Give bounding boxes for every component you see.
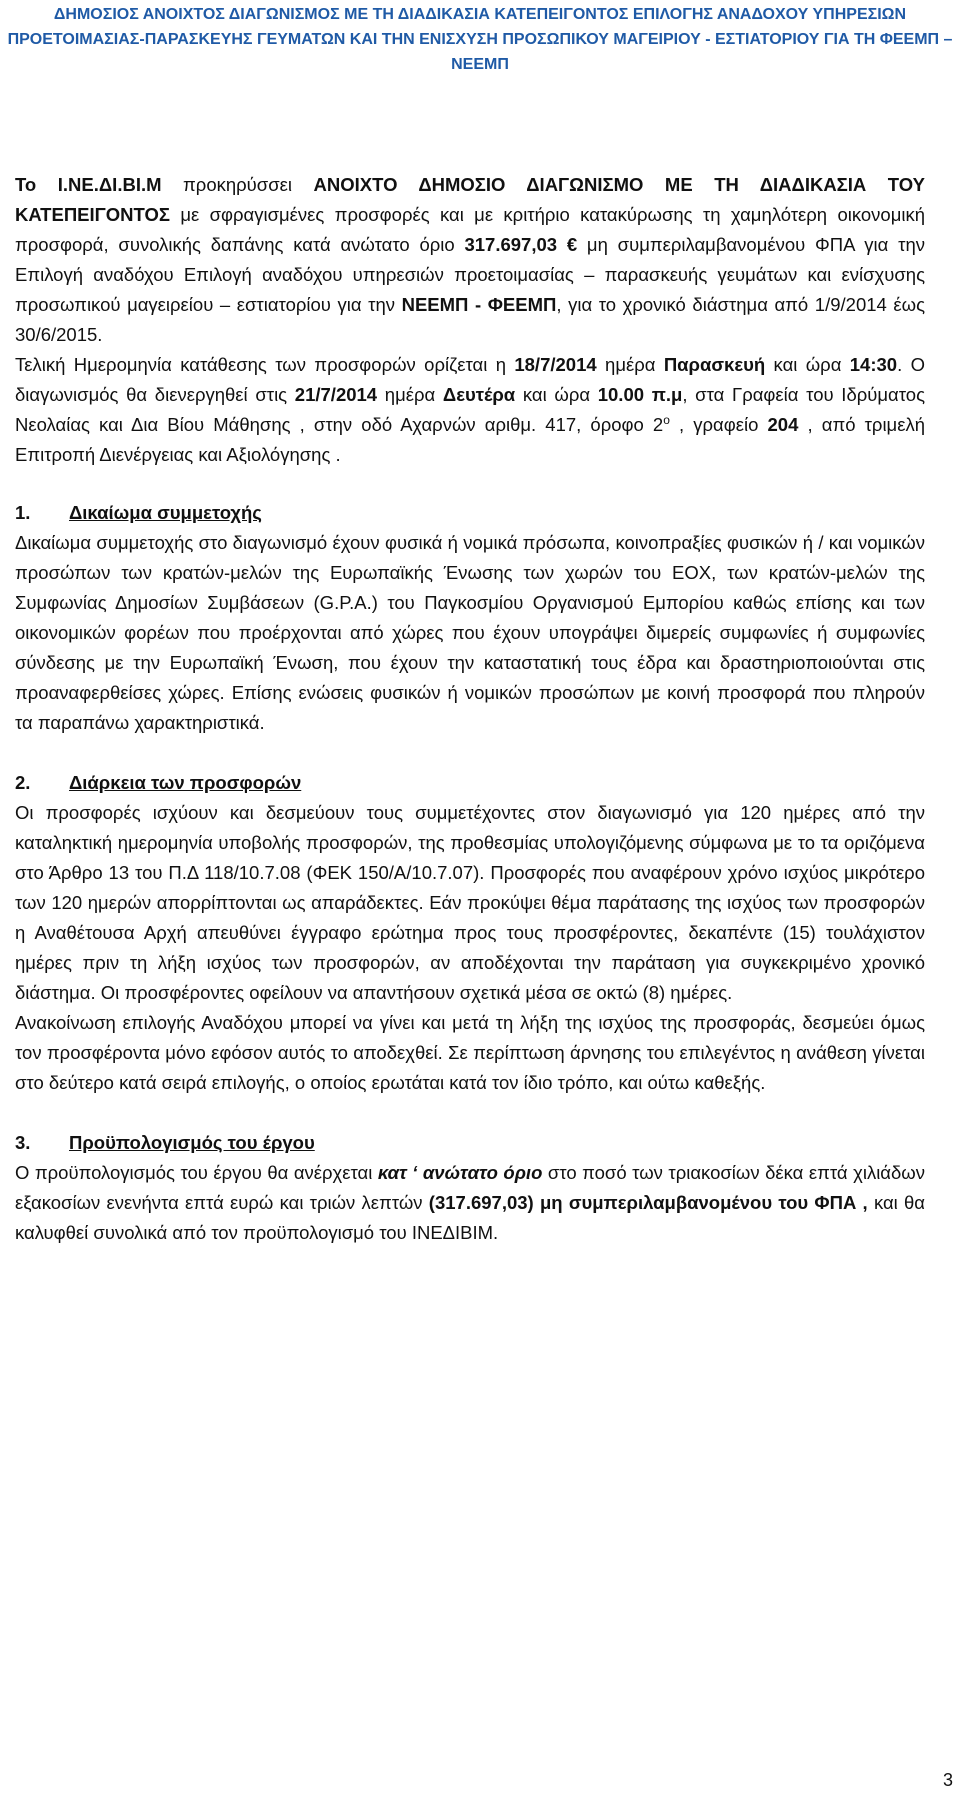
section-3-text: Ο προϋπολογισμός του έργου θα ανέρχεται κατ ‘ ανώτατο όριο στο ποσό των τριακοσίων δέκα επτά χιλιάδων εξακοσίων ενενήντα επτά ευρώ και τριών λεπτών (317.697,03) μη συμπεριλαμβανομένου του ΦΠΑ , και θα καλυφθεί συνολικά από τον προϋπολογισμό του ΙΝΕΔΙΒΙΜ. xyxy=(15,1162,926,1243)
header-line-2: ΠΡΟΕΤΟΙΜΑΣΙΑΣ-ΠΑΡΑΣΚΕΥΗΣ ΓΕΥΜΑΤΩΝ ΚΑΙ ΤΗΝ ΕΝΙΣΧΥΣΗ ΠΡΟΣΩΠΙΚΟΥ ΜΑΓΕΙΡΙΟΥ - ΕΣΤΙΑΤΟΡΙΟΥ ΓΙΑ ΤΗ ΦΕΕΜΠ – xyxy=(7,31,953,48)
office-number: 204 xyxy=(767,414,799,435)
submission-date: 18/7/2014 xyxy=(514,354,597,375)
document-header xyxy=(0,2,960,77)
budget-amount: (317.697,03) μη συμπεριλαμβανομένου του ΦΠΑ , xyxy=(428,1192,868,1213)
section-2-text-2: Ανακοίνωση επιλογής Αναδόχου μπορεί να γίνει και μετά τη λήξη της ισχύος της προσφοράς, δεσμεύει όμως τον προσφέροντα μόνο εφόσον αυτός το αποδεχθεί. Σε περίπτωση άρνησης του επιλεγέντος η ανάθεση γίνεται στο δεύτερο κατά σειρά επιλογής, ο οποίος ερωτάται κατά τον ίδιο τρόπο, και ούτω καθεξής. xyxy=(15,1012,925,1093)
max-budget: 317.697,03 € xyxy=(464,234,578,255)
intro-paragraph: Το Ι.ΝΕ.ΔΙ.ΒΙ.Μ προκηρύσσει ΑΝΟΙΧΤΟ ΔΗΜΟΣΙΟ ΔΙΑΓΩΝΙΣΜΟ ΜΕ ΤΗ ΔΙΑΔΙΚΑΣΙΑ ΤΟΥ ΚΑΤΕΠΕΙΓΟΝΤΟΣ με σφραγισμένες προσφορές και με κριτήριο κατακύρωσης τη χαμηλότερη οικονομική προσφορά, συνολικής δαπάνης κατά ανώτατο όριο 317.697,03 € μη συμπεριλαμβανομένου ΦΠΑ για την Επιλογή αναδόχου Επιλογή αναδόχου υπηρεσιών προετοιμασίας – παρασκευής γευμάτων και ενίσχυσης προσωπικού μαγειρείου – εστιατορίου για την ΝΕΕΜΠ - ΦΕΕΜΠ, για το χρονικό διάστημα από 1/9/2014 έως 30/6/2015. xyxy=(15,174,926,345)
section-2-text-1: Οι προσφορές ισχύουν και δεσμεύουν τους συμμετέχοντες στον διαγωνισμό για 120 ημέρες από την καταληκτική ημερομηνία υποβολής προσφορών, της προθεσμίας υπολογιζόμενης σύμφωνα με το τα οριζόμενα στο Άρθρο 13 του Π.Δ 118/10.7.08 (ΦΕΚ 150/Α/10.7.07). Προσφορές που αναφέρουν χρόνο ισχύος μικρότερο των 120 ημερών απορρίπτονται ως απαράδεκτες. Εάν προκύψει θέμα παράτασης της ισχύος των προσφορών η Αναθέτουσα Αρχή απευθύνει έγγραφο ερώτημα προς τους προσφέροντες, δεκαπέντε (15) τουλάχιστον ημέρες πριν τη λήξη ισχύος των προσφορών, αν αποδέχονται την παράταση για συγκεκριμένο χρονικό διάστημα. Οι προσφέροντες οφείλουν να απαντήσουν σχετικά μέσα σε οκτώ (8) ημέρες. xyxy=(15,802,925,1003)
document-body xyxy=(15,170,925,1248)
header-line-1: ΔΗΜΟΣΙΟΣ ΑΝΟΙΧΤΟΣ ΔΙΑΓΩΝΙΣΜΟΣ ΜΕ ΤΗ ΔΙΑΔΙΚΑΣΙΑ ΚΑΤΕΠΕΙΓΟΝΤΟΣ ΕΠΙΛΟΓΗΣ ΑΝΑΔΟΧΟΥ ΥΠΗΡΕΣΙΩΝ xyxy=(53,6,907,23)
header-line-3: ΝΕΕΜΠ xyxy=(451,56,509,73)
submission-time: 14:30 xyxy=(849,354,898,375)
section-1-text: Δικαίωμα συμμετοχής στο διαγωνισμό έχουν φυσικά ή νομικά πρόσωπα, κοινοπραξίες φυσικών ή / και νομικών προσώπων των κρατών-μελών της Ευρωπαϊκής Ένωσης των χωρών του ΕΟΧ, των κρατών-μελών της Συμφωνίας Δημοσίων Συμβάσεων (G.P.A.) του Παγκοσμίου Οργανισμού Εμπορίου καθώς επίσης και των οικονομικών φορέων που προέρχονται από χώρες που έχουν υπογράψει διμερείς συμφωνίες ή συμφωνίες σύνδεσης με την Ευρωπαϊκή Ένωση, που έχουν την καταστατική τους έδρα και δραστηριοποιούνται στις προαναφερθείσες χώρες. Επίσης ενώσεις φυσικών ή νομικών προσώπων με κοινή προσφορά που πληρούν τα παραπάνω χαρακτηριστικά. xyxy=(15,532,925,733)
submission-day: Παρασκευή xyxy=(663,354,766,375)
issuer-name: Το Ι.ΝΕ.ΔΙ.ΒΙ.Μ xyxy=(15,174,162,195)
recipient-schools: ΝΕΕΜΠ - ΦΕΕΜΠ xyxy=(401,294,557,315)
section-3-heading: 3. Προϋπολογισμός του έργου xyxy=(15,1132,315,1153)
max-limit-phrase: κατ ‘ ανώτατο όριο xyxy=(377,1162,543,1183)
opening-date: 21/7/2014 xyxy=(294,384,378,405)
tender-type: ΑΝΟΙΧΤΟ ΔΗΜΟΣΙΟ ΔΙΑΓΩΝΙΣΜΟ ΜΕ ΤΗ ΔΙΑΔΙΚΑΣΙΑ ΤΟΥ ΚΑΤΕΠΕΙΓΟΝΤΟΣ xyxy=(15,174,925,225)
section-2-heading: 2. Διάρκεια των προσφορών xyxy=(15,772,302,793)
section-1-heading: 1. Δικαίωμα συμμετοχής xyxy=(15,502,262,523)
deadline-paragraph: Τελική Ημερομηνία κατάθεσης των προσφορών ορίζεται η 18/7/2014 ημέρα Παρασκευή και ώρα 14:30. Ο διαγωνισμός θα διενεργηθεί στις 21/7/2014 ημέρα Δευτέρα και ώρα 10.00 π.μ, στα Γραφεία του Ιδρύματος Νεολαίας και Δια Βίου Μάθησης , στην οδό Αχαρνών αριθμ. 417, όροφο $2^o$ , γραφείο 204 , από τριμελή Επιτροπή Διενέργειας και Αξιολόγησης . xyxy=(15,354,925,465)
page-number: 3 xyxy=(942,1770,953,1790)
opening-time: 10.00 π.μ xyxy=(597,384,683,405)
opening-day: Δευτέρα xyxy=(442,384,516,405)
